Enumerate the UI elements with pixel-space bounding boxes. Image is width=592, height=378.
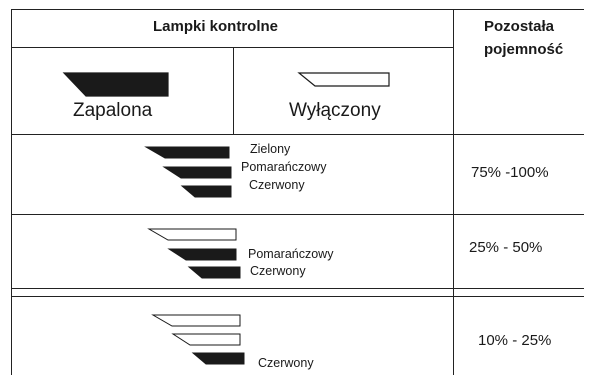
- row2-lamp-red-icon: [188, 266, 248, 280]
- capacity-header-line2: pojemność: [484, 41, 564, 58]
- legend-divider: [233, 47, 234, 134]
- row-divider-1: [11, 134, 584, 135]
- header-divider: [11, 47, 453, 48]
- capacity-column-divider: [453, 9, 454, 375]
- row3-lamp-orange-off-icon: [172, 333, 247, 347]
- row2-label-orange: Pomarańczowy: [248, 247, 334, 261]
- row2-capacity: 25% - 50%: [469, 239, 543, 256]
- lamp-off-icon: [297, 72, 397, 98]
- row-divider-3a: [11, 288, 584, 289]
- lamps-header: Lampki kontrolne: [153, 18, 279, 35]
- row3-lamp-green-off-icon: [152, 314, 247, 328]
- row1-lamp-green-icon: [145, 146, 235, 160]
- row2-label-red: Czerwony: [250, 264, 306, 278]
- row3-lamp-red-icon: [192, 352, 252, 366]
- legend-off-label: Wyłączony: [289, 100, 381, 121]
- lamp-on-icon: [62, 72, 172, 98]
- row3-label-red: Czerwony: [258, 356, 314, 370]
- row1-lamp-red-icon: [181, 185, 241, 199]
- capacity-header-line1: Pozostała: [484, 18, 555, 35]
- row1-capacity: 75% -100%: [471, 164, 549, 181]
- row1-label-red: Czerwony: [249, 178, 305, 192]
- table-top-border: [11, 9, 584, 10]
- row3-capacity: 10% - 25%: [478, 332, 552, 349]
- row-divider-2: [11, 214, 584, 215]
- row1-label-orange: Pomarańczowy: [241, 160, 327, 174]
- table-left-border: [11, 9, 12, 375]
- row2-lamp-green-off-icon: [148, 228, 243, 242]
- row1-lamp-orange-icon: [163, 166, 238, 180]
- row2-lamp-orange-icon: [168, 248, 243, 262]
- row-divider-3b: [11, 296, 584, 297]
- row1-label-green: Zielony: [250, 142, 291, 156]
- legend-on-label: Zapalona: [73, 100, 153, 121]
